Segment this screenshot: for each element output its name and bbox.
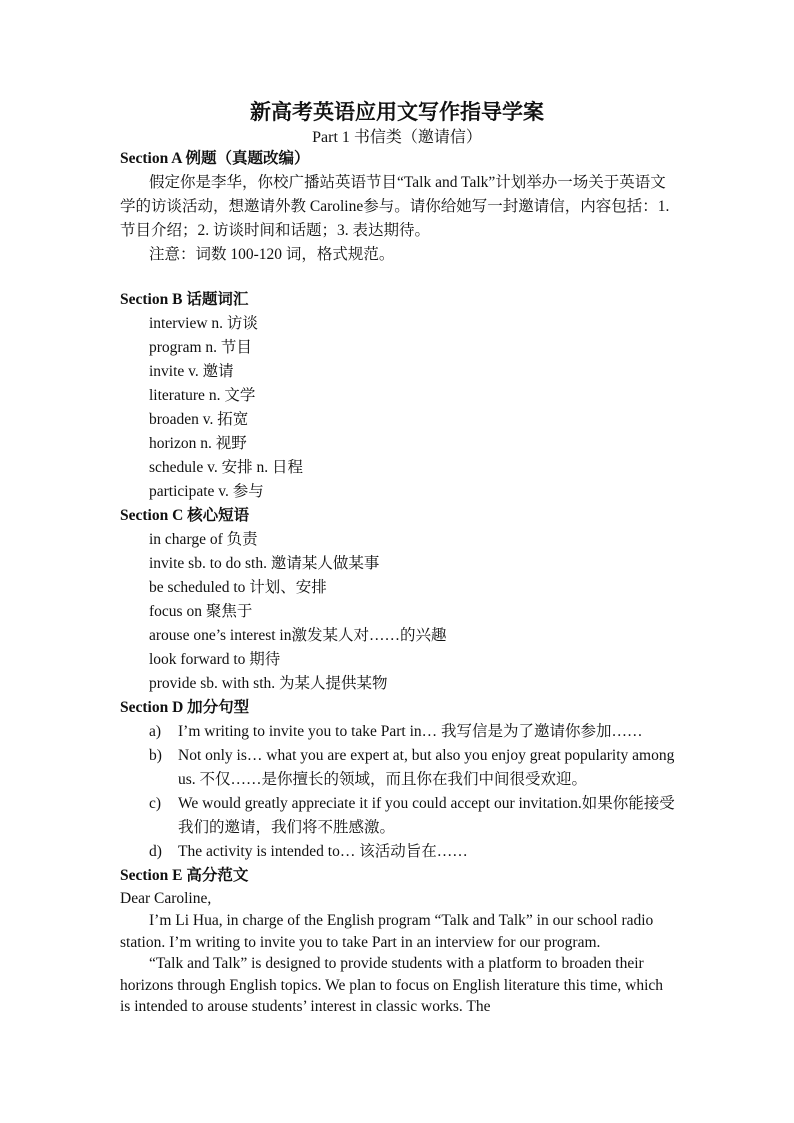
section-d-heading [120, 696, 675, 720]
phrase-item: in charge of 负责 [149, 531, 258, 548]
sentence-pattern-item [120, 744, 675, 792]
vocab-item: interview n. 访谈 [149, 315, 258, 332]
phrase-item: be scheduled to 计划、安排 [149, 579, 327, 596]
document-subtitle: Part 1 书信类（邀请信） [312, 129, 482, 146]
item-text: We would greatly appreciate it if you could accept our invitation.如果你能接受我们的邀请，我们将不胜感激。 [178, 795, 675, 836]
vocab-item: invite v. 邀请 [149, 363, 234, 380]
sentence-pattern-item [120, 840, 675, 864]
document-body [120, 147, 675, 1018]
vocab-item: schedule v. 安排 n. 日程 [149, 459, 303, 476]
item-marker: a) [149, 723, 162, 740]
section-b-title: 话题词汇 [186, 291, 249, 308]
section-e-heading [120, 864, 675, 888]
vocab-item: program n. 节目 [149, 339, 252, 356]
phrase-item: arouse one’s interest in激发某人对……的兴趣 [149, 627, 447, 644]
phrase-item: invite sb. to do sth. 邀请某人做某事 [149, 555, 380, 572]
sentence-pattern-item [120, 792, 675, 840]
phrase-item: provide sb. with sth. 为某人提供某物 [149, 675, 388, 692]
section-c-heading [120, 504, 675, 528]
vocab-item: literature n. 文学 [149, 387, 256, 404]
phrase-item: focus on 聚焦于 [149, 603, 253, 620]
letter-greeting: Dear Caroline, [120, 890, 212, 907]
section-b-label: Section B [120, 291, 183, 308]
vocab-item: broaden v. 拓宽 [149, 411, 249, 428]
vocab-item: participate v. 参与 [149, 483, 264, 500]
item-marker: d) [149, 843, 162, 860]
letter-paragraph: I’m Li Hua, in charge of the English program “Talk and Talk” in our school radio station. I’m writing to invite you to take Part in an interview for our program. [120, 912, 654, 951]
item-text: I’m writing to invite you to take Part in… 我写信是为了邀请你参加…… [178, 723, 643, 740]
section-a-note: 注意：词数 100-120 词，格式规范。 [149, 246, 395, 263]
item-marker: b) [149, 747, 162, 764]
blank-line [120, 267, 675, 288]
section-a-label: Section A [120, 150, 182, 167]
section-a-prompt: 假定你是李华，你校广播站英语节目“Talk and Talk”计划举办一场关于英语文学的访谈活动，想邀请外教 Caroline参与。请你给她写一封邀请信，内容包括：1. 节目介绍；2. 访谈时间和话题；3. 表达期待。 [120, 174, 670, 239]
section-c-label: Section C [120, 507, 184, 524]
letter-paragraph: “Talk and Talk” is designed to provide students with a platform to broaden their horizons through English topics. We plan to focus on English literature this time, which is intended to arouse students’ interest in classic works. The [120, 955, 664, 1015]
section-a-heading [120, 147, 675, 171]
section-d-title: 加分句型 [187, 699, 250, 716]
section-d-label: Section D [120, 699, 184, 716]
sentence-pattern-item [120, 720, 675, 744]
item-text: The activity is intended to… 该活动旨在…… [178, 843, 468, 860]
vocab-item: horizon n. 视野 [149, 435, 247, 452]
section-c-title: 核心短语 [187, 507, 250, 524]
section-e-title: 高分范文 [186, 867, 249, 884]
section-e-label: Section E [120, 867, 183, 884]
item-marker: c) [149, 795, 162, 812]
item-text: Not only is… what you are expert at, but also you enjoy great popularity among us. 不仅……是你擅长的领域，而且你在我们中间很受欢迎。 [178, 747, 675, 788]
section-b-heading [120, 288, 675, 312]
document-title: 新高考英语应用文写作指导学案 [250, 100, 544, 124]
section-a-title: 例题（真题改编） [185, 150, 310, 167]
phrase-item: look forward to 期待 [149, 651, 281, 668]
